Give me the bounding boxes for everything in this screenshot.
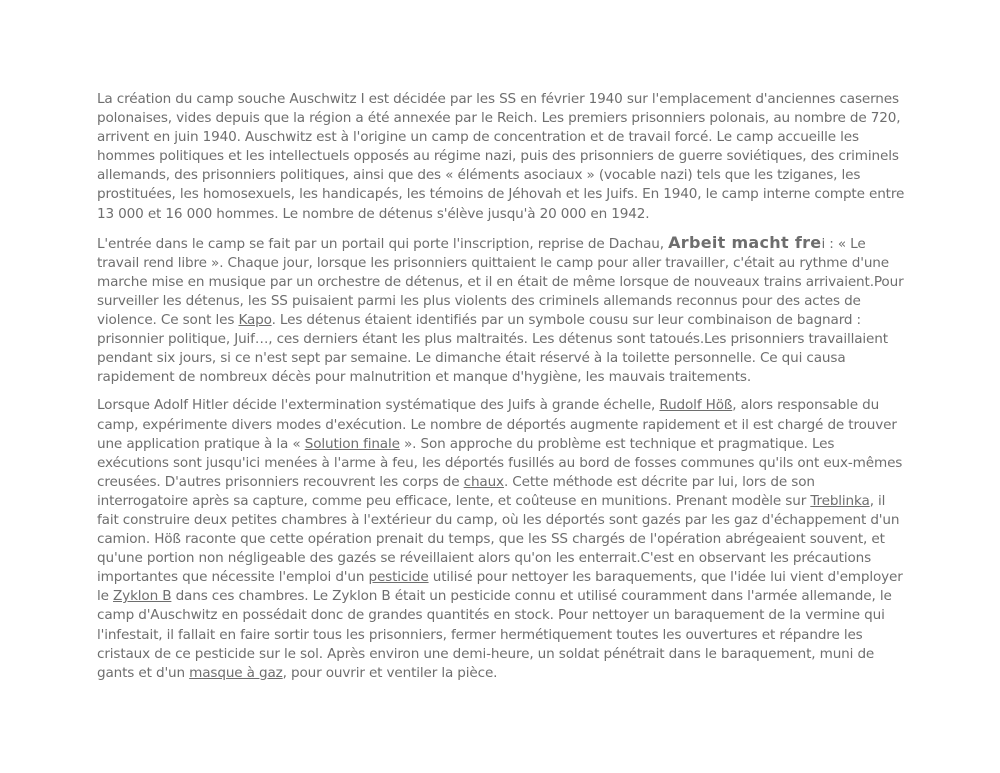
paragraph-text: La création du camp souche Auschwitz I est décidée par les SS en février 1940 sur l'emplacement d'anciennes casernes polonaises, vides depuis que la région a été annexée par le Reich. Les premiers prisonniers polonais, au nombre de 720, arrivent en juin 1940. Auschwitz est à l'origine un camp de concentration et de travail forcé. Le camp accueille les hommes politiques et les intellectuels opposés au régime nazi, puis des prisonniers de guerre soviétiques, des criminels allemands, des prisonniers politiques, ainsi que des « éléments asociaux » (vocable nazi) tels que les tziganes, les prostituées, les homosexuels, les handicapés, les témoins de Jéhovah et les Juifs. En 1940, le camp interne compte entre 13 000 et 16 000 hommes. Le nombre de détenus s'élève jusqu'à 20 000 en 1942.: [97, 91, 905, 222]
paragraph-extermination: [97, 396, 907, 682]
paragraph-text: , pour ouvrir et ventiler la pièce.: [282, 664, 498, 681]
paragraph-camp-entrance: [97, 233, 907, 388]
paragraph-camp-creation: [97, 90, 907, 224]
paragraph-text: L'entrée dans le camp se fait par un portail qui porte l'inscription, reprise de Dachau,: [97, 235, 669, 252]
link-masque-a-gaz[interactable]: masque à gaz: [189, 664, 283, 681]
link-rudolf-hoss[interactable]: Rudolf Höß: [659, 397, 733, 414]
paragraph-text: , alors responsable du camp, expérimente divers modes d'exécution. Le nombre de déportés augmente rapidement et il est chargé de trouver une application pratique à la «: [97, 397, 897, 452]
paragraph-text: , il fait construire deux petites chambres à l'extérieur du camp, où les déportés sont gazés par les gaz d'échappement d'un camion. Höß raconte que cette opération prenait du temps, que les SS chargés de l'opération abrégeaient souvent, et qu'une portion non négligeable des gazés se réveillaient alors qu'on les enterrait.C'est en observant les précautions importantes que nécessite l'emploi d'un: [97, 492, 900, 586]
gate-inscription: Arbeit macht fre: [668, 232, 822, 252]
paragraph-text: dans ces chambres. Le Zyklon B était un pesticide connu et utilisé couramment dans l'armée allemande, le camp d'Auschwitz en possédait donc de grandes quantités en stock. Pour nettoyer un baraquement de la vermine qui l'infestait, il fallait en faire sortir tous les prisonniers, fermer hermétiquement toutes les ouvertures et répandre les cristaux de ce pesticide sur le sol. Après environ une demi-heure, un soldat pénétrait dans le baraquement, muni de gants et d'un: [97, 588, 892, 681]
paragraph-text: i : « Le travail rend libre ». Chaque jour, lorsque les prisonniers quittaient le camp pour aller travailler, c'était au rythme d'une marche mise en musique par un orchestre de détenus, et il en était de même lorsque de nouveaux trains arrivaient.Pour surveiller les détenus, les SS puisaient parmi les plus violents des criminels allemands reconnus pour des actes de violence. Ce sont les: [97, 235, 904, 329]
link-treblinka[interactable]: Treblinka: [810, 492, 870, 509]
link-kapo[interactable]: Kapo: [238, 312, 272, 329]
link-pesticide[interactable]: pesticide: [368, 569, 429, 586]
paragraph-text: . Cette méthode est décrite par lui, lors de son interrogatoire après sa capture, comme peu efficace, lente, et coûteuse en munitions. Prenant modèle sur: [97, 473, 815, 509]
link-solution-finale[interactable]: Solution finale: [304, 435, 400, 452]
paragraph-text: utilisé pour nettoyer les baraquements, que l'idée lui vient d'employer le: [97, 569, 903, 605]
document-body: [97, 90, 907, 692]
link-chaux[interactable]: chaux: [463, 473, 504, 490]
paragraph-text: . Les détenus étaient identifiés par un symbole cousu sur leur combinaison de bagnard : prisonnier politique, Juif…, ces derniers étant les plus maltraités. Les détenus sont tatoués.Les prisonniers travaillaient pendant six jours, si ce n'est sept par semaine. Le dimanche était réservé à la toilette personnelle. Ce qui causa rapidement de nombreux décès pour malnutrition et manque d'hygiène, les mauvais traitements.: [97, 312, 888, 386]
link-zyklon-b[interactable]: Zyklon B: [113, 588, 172, 605]
paragraph-text: ». Son approche du problème est technique et pragmatique. Les exécutions sont jusqu'ici menées à l'arme à feu, les déportés fusillés au bord de fosses communes qu'ils ont eux-mêmes creusées. D'autres prisonniers recouvrent les corps de: [97, 435, 903, 490]
paragraph-text: Lorsque Adolf Hitler décide l'extermination systématique des Juifs à grande échelle,: [97, 397, 660, 414]
